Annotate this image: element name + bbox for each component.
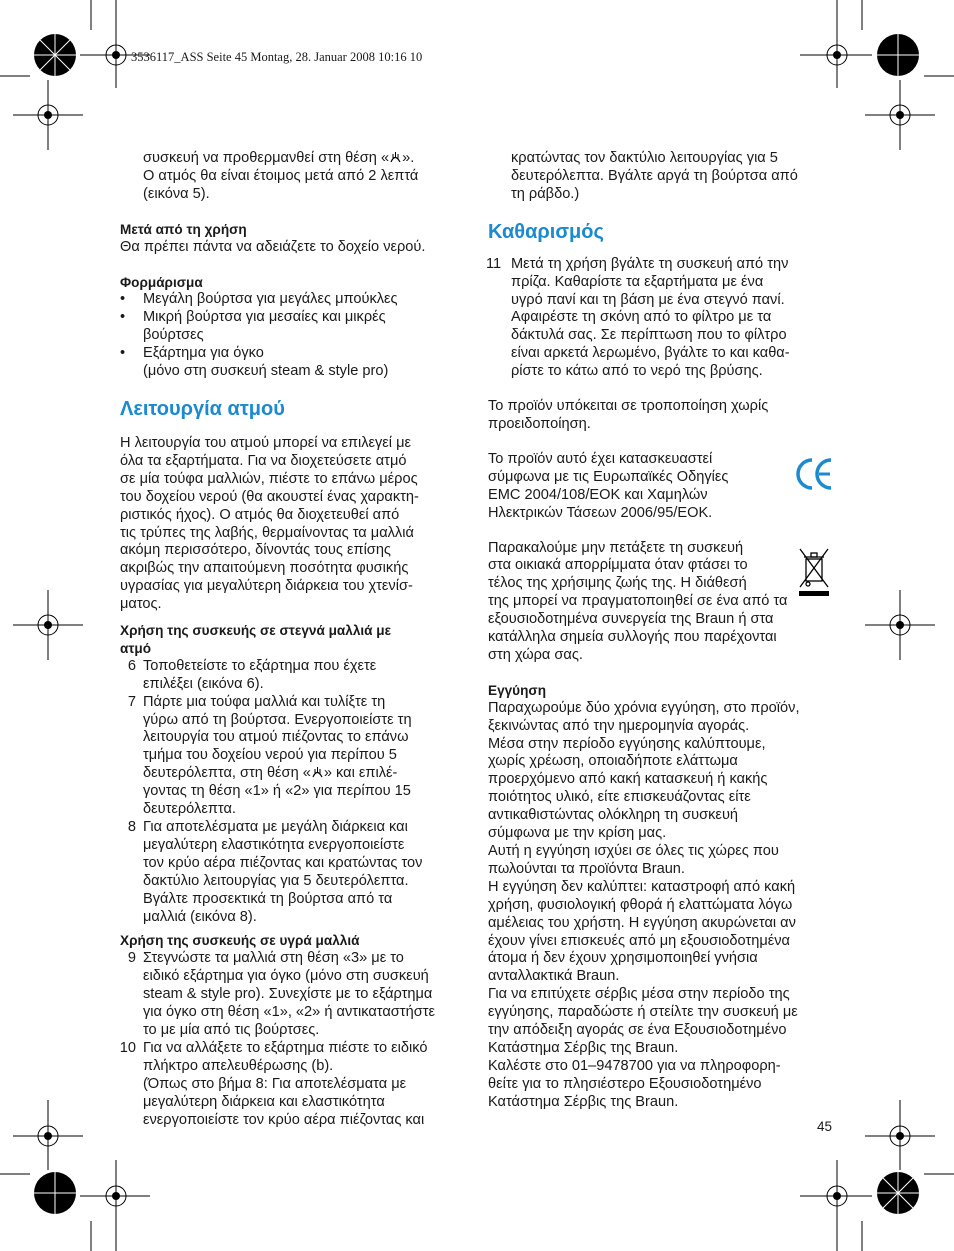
list-item: • Εξάρτημα για όγκο (μόνο στη συσκευή steam & style pro): [120, 345, 389, 380]
after-use-title: Μετά από τη χρήση: [120, 221, 247, 237]
dry-hair-title: Χρήση της συσκευής σε στεγνά μαλλιά με ατμό: [120, 623, 392, 656]
after-use-text: Θα πρέπει πάντα να αδειάζετε το δοχείο νερού.: [120, 238, 426, 255]
step-item: 9 Στεγνώστε τα μαλλιά στη θέση «3» με το ειδικό εξάρτημα για όγκο (μόνο στη συσκευή steam & style pro). Συνεχίστε με το εξάρτημα για όγκο στη θέση «1», «2» ή αντικαταστήστε το με μία από τις βούρτσες.: [127, 950, 435, 1038]
list-item: • Μικρή βούρτσα για μεσαίες και μικρές βούρτσες: [120, 309, 386, 344]
weee-bin-icon: [797, 546, 831, 598]
step-item: 11 Μετά τη χρήση βγάλτε τη συσκευή από την πρίζα. Καθαρίστε τα εξαρτήματα με ένα υγρό πανί και τη βάση με ένα στεγνό πανί. Αφαιρέστε τη σκόνη από το φίλτρο με τα δάκτυλά σας. Σε περίπτωση που το φίλτρο είναι αρκετά λερωμένο, βγάλτε το και καθα- ρίστε το κάτω από το νερό της βρύσης.: [486, 255, 790, 380]
styling-title: Φορμάρισμα: [120, 274, 203, 290]
disposal-paragraph: Παρακαλούμε μην πετάξετε τη συσκευή στα οικιακά απορρίμματα όταν φτάσει το τέλος της χρήσιμης ζωής της. Η διάθεσή της μπορεί να πραγματοποιηθεί σε ένα από τα εξουσιοδοτημένα συνεργεία της Braun ή στα κατάλληλα σημεία συλλογής που παρέχονται στη χώρα σας.: [488, 539, 788, 663]
ce-mark-icon: [795, 456, 835, 492]
continued-step: κρατώντας τον δακτύλιο λειτουργίας για 5 δευτερόλεπτα. Βγάλτε αργά τη βούρτσα από τη ράβδο.): [511, 150, 798, 202]
steam-paragraph: Η λειτουργία του ατμού μπορεί να επιλεγεί με όλα τα εξαρτήματα. Για να διοχετεύσετε ατμό σε μία τούφα μαλλιών, πιέστε το επάνω μέρος του δοχείου νερού (θα ακουστεί ένας χαρακτη- ριστικός ήχος). Ο ατμός θα διοχετευθεί από τις τρύπες της λαβής, θερμαίνοντας τα μαλλιά ακόμη περισσότερο, δίνοντάς τους επίσης ακριβώς την απαιτούμενη ποσότητα φυσικής υγρασίας για μεγαλύτερη διάρκεια του χτενίσ- ματος.: [120, 434, 419, 613]
steam-icon: [389, 151, 402, 163]
step-item: 6 Τοποθετείστε το εξάρτημα που έχετε επιλέξει (εικόνα 6).: [127, 657, 377, 692]
step-item: 10 Για να αλλάξετε το εξάρτημα πιέστε το ειδικό πλήκτρο απελευθέρωσης (b). (Όπως στο βήμα 8: Για αποτελέσματα με μεγαλύτερη διάρκεια και ελαστικότητα ενεργοποιείστε τον κρύο αέρα πιέζοντας και: [119, 1039, 428, 1128]
list-item: • Μεγάλη βούρτσα για μεγάλες μπούκλες: [120, 291, 398, 308]
warranty-paragraph: Παραχωρούμε δύο χρόνια εγγύηση, στο προϊόν, ξεκινώντας από την ημερομηνία αγοράς. Μέσα στην περίοδο εγγύησης καλύπτουμε, χωρίς χρέωση, οποιαδήποτε ελάττωμα προερχόμενο από κακή κατασκευή ή κακής ποιότητος υλικό, είτε επισκευάζοντας είτε αντικαθιστώντας ολόκληρη τη συσκευή σύμφωνα με την κρίση μας. Αυτή η εγγύηση ισχύει σε όλες τις χώρες που πωλούνται τα προϊόντα Braun. Η εγγύηση δεν καλύπτει: καταστροφή από κακή χρήση, φυσιολογική φθορά ή ελαττώματα λόγω αμέλειας του χρήστη. Η εγγύηση ακυρώνεται αν έχουν γίνει επισκευές από μη εξουσιοδοτημένα άτομα ή δεν έχουν χρησιμοποιηθεί γνήσια ανταλλακτικά Braun. Για να επιτύχετε σέρβις μέσα στην περίοδο της εγγύησης, παραδώστε ή στείλτε την συσκευή με την απόδειξη αγοράς σε ένα Εξουσιοδοτημένο Κατάστημα Σέρβις της Braun. Καλέστε στο 01–9478700 για να πληροφορη- θείτε για το πλησιέστερο Εξουσιοδοτημένο Κατάστημα Σέρβις της Braun.: [488, 699, 800, 1110]
step-item: 7 Πάρτε μια τούφα μαλλιά και τυλίξτε τη γύρω από τη βούρτσα. Ενεργοποιείστε τη λειτουργία του ατμού πιέζοντας το επάνω τμήμα του δοχείου νερού για περίπου 5 δευτερόλεπτα, στη θέση « » και επιλέ- γοντας τη θέση «1» ή «2» για περίπου 15 δευτερόλεπτα.: [127, 693, 412, 818]
page-number: 45: [817, 1119, 833, 1134]
left-column: [120, 150, 470, 1129]
steam-heading: Λειτουργία ατμού: [120, 397, 285, 420]
step-item: 8 Για αποτελέσματα με μεγάλη διάρκεια και μεγαλύτερη ελαστικότητα ενεργοποιείστε τον κρύο αέρα πιέζοντας και κρατώντας τον δακτύλιο λειτουργίας για 5 δευτερόλεπτα. Βγάλτε προσεκτικά τη βούρτσα από τα μαλλιά (εικόνα 8).: [127, 819, 423, 925]
warranty-title: Εγγύηση: [488, 682, 547, 698]
cleaning-heading: Καθαρισμός: [488, 220, 604, 243]
notice-paragraph: Το προϊόν υπόκειται σε τροποποίηση χωρίς προειδοποίηση.: [488, 398, 769, 432]
wet-hair-title: Χρήση της συσκευής σε υγρά μαλλιά: [120, 933, 360, 949]
ce-paragraph: Το προϊόν αυτό έχει κατασκευαστεί σύμφωνα με τις Ευρωπαϊκές Οδηγίες EMC 2004/108/ΕΟΚ και Χαμηλών Ηλεκτρικών Τάσεων 2006/95/ΕΟΚ.: [488, 450, 729, 521]
print-header: 3536117_ASS Seite 45 Montag, 28. Januar 2008 10:16 10: [131, 50, 423, 64]
intro-paragraph: συσκευή να προθερμανθεί στη θέση « ». Ο ατμός θα είναι έτοιμος μετά από 2 λεπτά (εικόνα 5).: [143, 150, 419, 202]
right-column: [488, 150, 834, 1112]
steam-icon: [311, 766, 324, 778]
